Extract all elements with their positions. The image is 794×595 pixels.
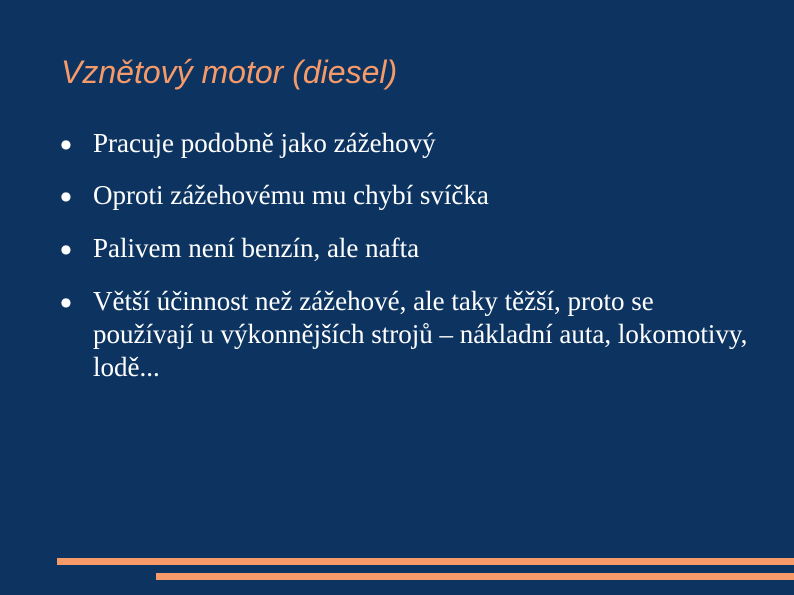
bullet-text: Větší účinnost než zážehové, ale taky těžší, proto se používají u výkonnějších strojů – nákladní auta, lokomotivy, lodě... (93, 286, 748, 382)
bullet-text: Oproti zážehovému mu chybí svíčka (93, 180, 489, 210)
bullet-icon: ● (60, 137, 72, 151)
bullet-icon: ● (60, 189, 72, 203)
decorative-line-top (57, 558, 794, 565)
bullet-icon: ● (60, 242, 72, 256)
bullet-text: Palivem není benzín, ale nafta (93, 233, 420, 263)
slide-title: Vznětový motor (diesel) (61, 54, 398, 90)
bullet-icon: ● (60, 295, 72, 309)
decorative-line-bottom (156, 573, 794, 580)
bullet-text: Pracuje podobně jako zážehový (93, 128, 436, 158)
